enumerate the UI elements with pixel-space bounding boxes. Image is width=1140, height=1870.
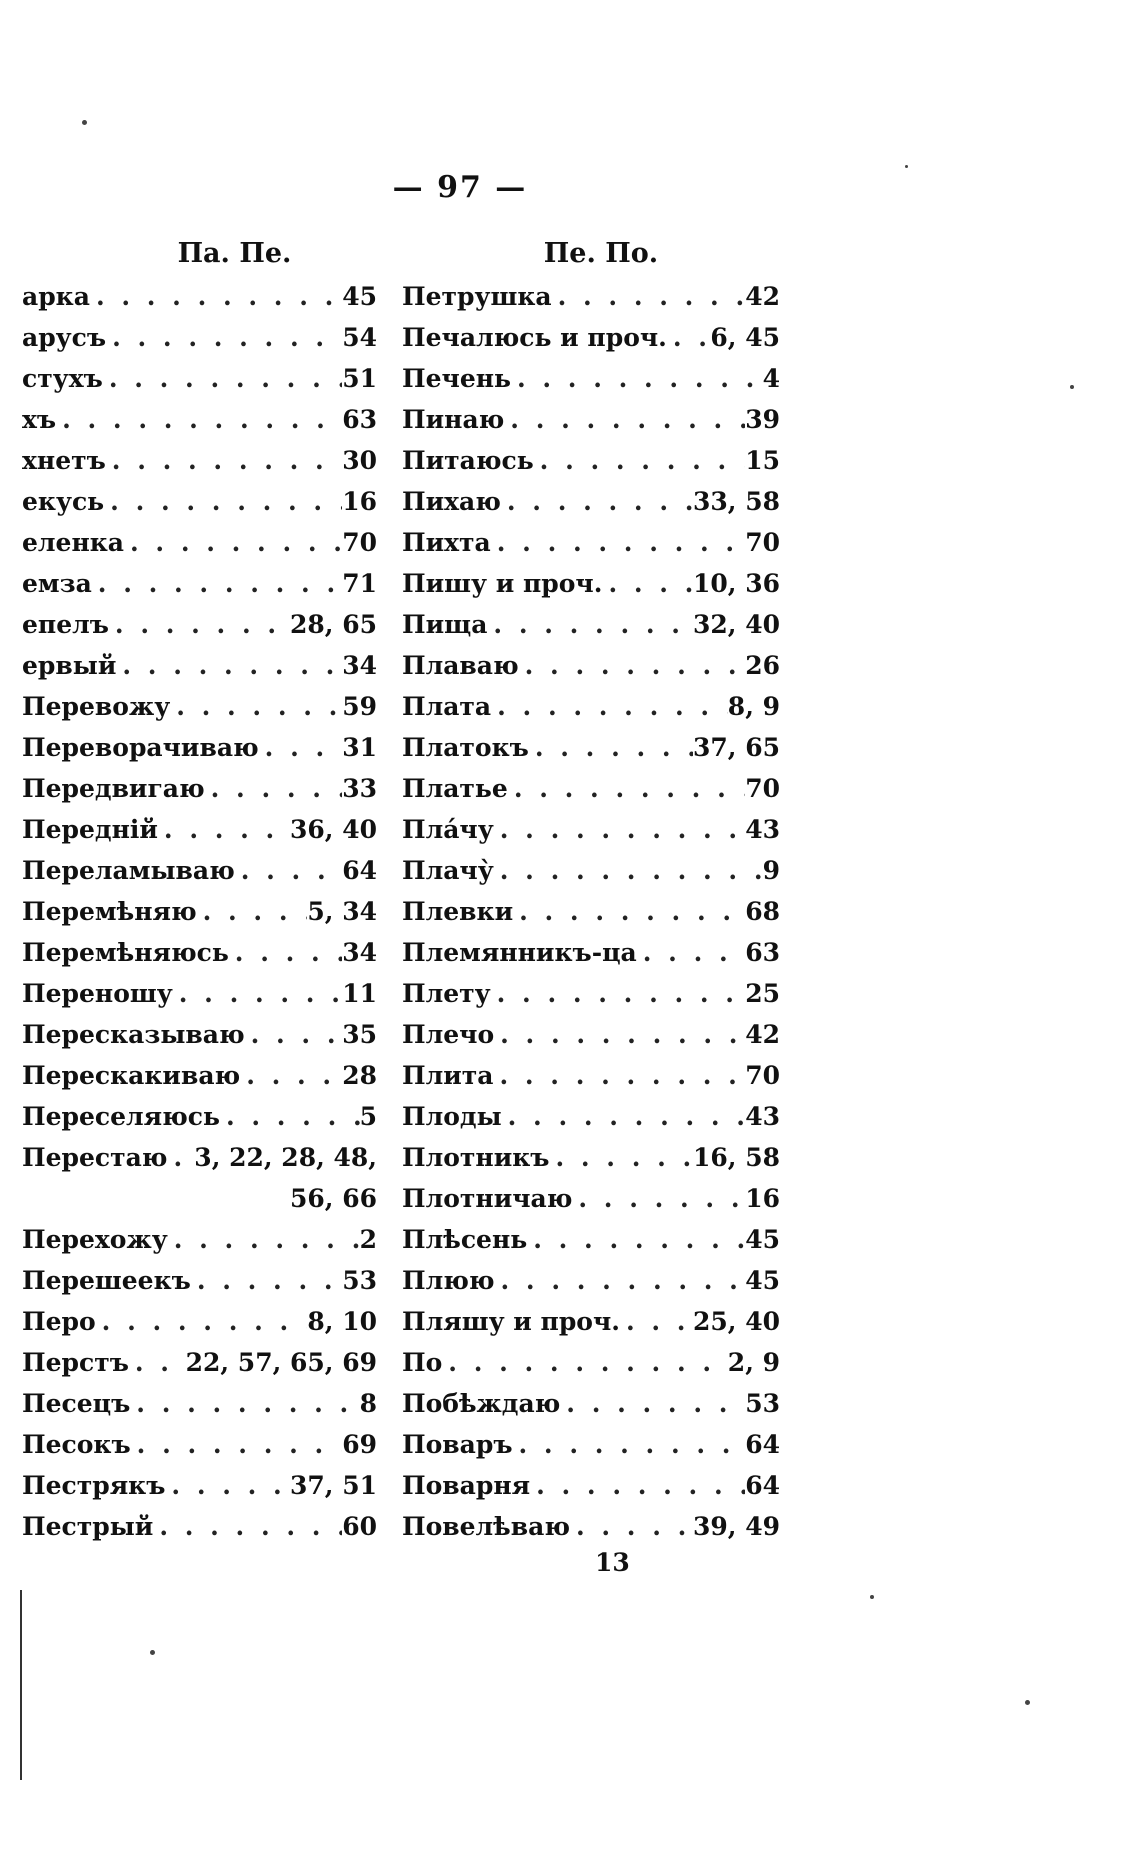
entry-page-numbers: 64: [342, 856, 377, 885]
index-entry: [402, 686, 780, 727]
index-entry: [22, 891, 377, 932]
index-entry: [22, 276, 377, 317]
entry-word: Плюю: [402, 1266, 495, 1295]
leader-dots: [530, 1465, 745, 1506]
leader-dots: [667, 317, 711, 358]
ink-speck: [1025, 1700, 1030, 1705]
index-entry: [402, 481, 780, 522]
entry-word: Переворачиваю: [22, 733, 259, 762]
leader-dots: [153, 1506, 342, 1547]
entry-page-numbers: 2: [359, 1225, 377, 1254]
index-entry: [22, 809, 377, 850]
index-entry: [22, 727, 377, 768]
leader-dots: [552, 276, 746, 317]
left-column-header: Па. Пе.: [177, 238, 292, 269]
entry-word: Платокъ: [402, 733, 529, 762]
index-entry: [22, 1055, 377, 1096]
leader-dots: [534, 440, 746, 481]
leader-dots: [491, 522, 745, 563]
index-entry: [402, 1137, 780, 1178]
right-entries-list: [402, 276, 780, 1547]
index-entry: [402, 1055, 780, 1096]
leader-dots: [259, 727, 343, 768]
leader-dots: [129, 1342, 186, 1383]
entry-page-numbers: 8: [359, 1389, 377, 1418]
leader-dots: [168, 1219, 360, 1260]
entry-page-numbers: 28: [342, 1061, 377, 1090]
entry-word: Пляшу и проч.: [402, 1307, 620, 1336]
leader-dots: [442, 1342, 728, 1383]
index-entry: [22, 563, 377, 604]
ink-speck: [870, 1595, 874, 1599]
entry-word: Передвигаю: [22, 774, 205, 803]
entry-word: Перемѣняюсь: [22, 938, 229, 967]
leader-dots: [173, 973, 342, 1014]
index-entry: [22, 973, 377, 1014]
left-entries-list: [22, 276, 377, 1547]
index-entry: [22, 1465, 377, 1506]
entry-word: Перо: [22, 1307, 96, 1336]
entry-word: Переламываю: [22, 856, 235, 885]
entry-page-numbers: 45: [745, 1225, 780, 1254]
entry-word: Плѣсень: [402, 1225, 528, 1254]
entry-page-numbers: 36, 40: [290, 815, 377, 844]
margin-rule: [20, 1590, 22, 1780]
entry-page-numbers: 39: [745, 405, 780, 434]
leader-dots: [131, 1424, 343, 1465]
entry-word: Плачу̀: [402, 856, 494, 885]
leader-dots: [92, 563, 342, 604]
entry-word: Пла́чу: [402, 815, 494, 844]
entry-word: Переселяюсь: [22, 1102, 220, 1131]
index-entry: [22, 1178, 377, 1219]
entry-page-numbers: 26: [745, 651, 780, 680]
entry-word: хъ: [22, 405, 57, 434]
index-entry: [22, 399, 377, 440]
entry-page-numbers: 37, 51: [290, 1471, 377, 1500]
entry-word: Пишу и проч.: [402, 569, 603, 598]
entry-page-numbers: 8, 9: [727, 692, 780, 721]
leader-dots: [191, 1260, 342, 1301]
leader-dots: [229, 932, 342, 973]
entry-page-numbers: 69: [342, 1430, 377, 1459]
leader-dots: [106, 317, 342, 358]
entry-page-numbers: 63: [745, 938, 780, 967]
entry-word: хнетъ: [22, 446, 106, 475]
index-entry: [402, 1301, 780, 1342]
entry-page-numbers: 6, 45: [710, 323, 780, 352]
entry-page-numbers: 35: [342, 1020, 377, 1049]
leader-dots: [494, 809, 745, 850]
entry-word: Печалюсь и проч.: [402, 323, 667, 352]
index-entry: [22, 1383, 377, 1424]
entry-word: Пища: [402, 610, 488, 639]
entry-word: Петрушка: [402, 282, 552, 311]
entry-page-numbers: 63: [342, 405, 377, 434]
leader-dots: [511, 358, 763, 399]
leader-dots: [513, 1424, 746, 1465]
page-number: — 97 —: [392, 170, 528, 205]
entry-word: Пересказываю: [22, 1020, 245, 1049]
leader-dots: [508, 768, 745, 809]
leader-dots: [165, 1465, 290, 1506]
entry-word: Перемѣняю: [22, 897, 197, 926]
entry-page-numbers: 30: [342, 446, 377, 475]
index-entry: [402, 276, 780, 317]
entry-word: Плата: [402, 692, 492, 721]
leader-dots: [167, 1137, 194, 1178]
entry-page-numbers: 15: [745, 446, 780, 475]
index-entry: [22, 1219, 377, 1260]
index-entry: [402, 1506, 780, 1547]
entry-word: еленка: [22, 528, 124, 557]
leader-dots: [104, 481, 342, 522]
entry-page-numbers: 11: [342, 979, 377, 1008]
entry-page-numbers: 43: [745, 1102, 780, 1131]
entry-page-numbers: 28, 65: [290, 610, 377, 639]
printer-signature-mark: 13: [595, 1548, 630, 1577]
leader-dots: [487, 604, 693, 645]
index-entry: [22, 522, 377, 563]
entry-page-numbers: 34: [342, 651, 377, 680]
entry-page-numbers: 34: [342, 938, 377, 967]
index-entry: [22, 317, 377, 358]
entry-word: емза: [22, 569, 92, 598]
entry-page-numbers: 25: [745, 979, 780, 1008]
leader-dots: [501, 481, 693, 522]
index-entry: [402, 317, 780, 358]
entry-page-numbers: 16, 58: [693, 1143, 780, 1172]
leader-dots: [116, 645, 342, 686]
entry-word: Плотничаю: [402, 1184, 573, 1213]
ink-speck: [905, 165, 908, 168]
leader-dots: [494, 850, 763, 891]
entry-word: По: [402, 1348, 443, 1377]
index-entry: [402, 1178, 780, 1219]
leader-dots: [620, 1301, 693, 1342]
left-index-column: [22, 232, 377, 1547]
entry-page-numbers: 64: [745, 1471, 780, 1500]
entry-word: Платье: [402, 774, 508, 803]
index-entry: [402, 1424, 780, 1465]
leader-dots: [205, 768, 343, 809]
ink-speck: [82, 120, 87, 125]
leader-dots: [90, 276, 342, 317]
entry-word: Пестрый: [22, 1512, 154, 1541]
entry-page-numbers: 39, 49: [693, 1512, 780, 1541]
entry-page-numbers: 22, 57, 65, 69: [185, 1348, 377, 1377]
index-entry: [22, 1506, 377, 1547]
leader-dots: [493, 1055, 745, 1096]
index-entry: [402, 1096, 780, 1137]
leader-dots: [637, 932, 745, 973]
index-entry: [22, 1424, 377, 1465]
index-entry: [22, 604, 377, 645]
index-entry: [402, 604, 780, 645]
entry-word: Песокъ: [22, 1430, 131, 1459]
entry-page-numbers: 53: [745, 1389, 780, 1418]
leader-dots: [197, 891, 308, 932]
entry-word: Пихаю: [402, 487, 501, 516]
entry-page-numbers: 68: [745, 897, 780, 926]
leader-dots: [158, 809, 290, 850]
entry-word: Передній: [22, 815, 158, 844]
ink-speck: [150, 1650, 155, 1655]
index-entry: [22, 850, 377, 891]
index-entry: [402, 1465, 780, 1506]
leader-dots: [109, 604, 290, 645]
right-column-header: Пе. По.: [543, 238, 659, 269]
leader-dots: [491, 686, 728, 727]
entry-word: арка: [22, 282, 90, 311]
entry-word: епелъ: [22, 610, 109, 639]
entry-page-numbers: 3, 22, 28, 48,: [194, 1143, 377, 1172]
leader-dots: [491, 973, 746, 1014]
entry-word: Пихта: [402, 528, 491, 557]
leader-dots: [240, 1055, 342, 1096]
index-entry: [402, 522, 780, 563]
entry-word: Песецъ: [22, 1389, 131, 1418]
entry-page-numbers: 54: [342, 323, 377, 352]
leader-dots: [570, 1506, 693, 1547]
entry-page-numbers: 10, 36: [693, 569, 780, 598]
index-entry: [402, 891, 780, 932]
index-entry: [22, 1014, 377, 1055]
entry-page-numbers: 64: [745, 1430, 780, 1459]
entry-word: екусь: [22, 487, 105, 516]
entry-word: Плету: [402, 979, 491, 1008]
entry-word: Плевки: [402, 897, 514, 926]
entry-word: Перестаю: [22, 1143, 168, 1172]
entry-word: Поварня: [402, 1471, 531, 1500]
entry-page-numbers: 16: [745, 1184, 780, 1213]
entry-word: Побѣждаю: [402, 1389, 561, 1418]
leader-dots: [502, 1096, 746, 1137]
leader-dots: [220, 1096, 360, 1137]
entry-word: Переношу: [22, 979, 173, 1008]
index-entry: [22, 1096, 377, 1137]
entry-word: ервый: [22, 651, 117, 680]
leader-dots: [56, 399, 342, 440]
entry-page-numbers: 5, 34: [307, 897, 377, 926]
entry-page-numbers: 4: [762, 364, 780, 393]
entry-page-numbers: 70: [745, 528, 780, 557]
index-entry: [402, 727, 780, 768]
entry-word: Перевожу: [22, 692, 171, 721]
entry-word: Перстъ: [22, 1348, 129, 1377]
index-entry: [22, 1260, 377, 1301]
index-entry: [22, 481, 377, 522]
index-entry: [402, 932, 780, 973]
leader-dots: [106, 440, 342, 481]
leader-dots: [513, 891, 745, 932]
ink-speck: [1070, 385, 1074, 389]
entry-page-numbers: 31: [342, 733, 377, 762]
entry-word: Перешеекъ: [22, 1266, 191, 1295]
leader-dots: [245, 1014, 343, 1055]
entry-word: Пинаю: [402, 405, 505, 434]
entry-page-numbers: 8, 10: [307, 1307, 377, 1336]
entry-page-numbers: 2, 9: [727, 1348, 780, 1377]
index-entry: [402, 973, 780, 1014]
entry-page-numbers: 51: [342, 364, 377, 393]
entry-word: Плита: [402, 1061, 494, 1090]
entry-word: арусъ: [22, 323, 107, 352]
index-entry: [402, 1014, 780, 1055]
entry-page-numbers: 59: [342, 692, 377, 721]
entry-word: Питаюсь: [402, 446, 534, 475]
entry-page-numbers: 70: [745, 774, 780, 803]
entry-page-numbers: 56, 66: [290, 1184, 377, 1213]
index-entry: [402, 563, 780, 604]
index-entry: [402, 1219, 780, 1260]
index-entry: [402, 399, 780, 440]
leader-dots: [504, 399, 745, 440]
entry-page-numbers: 37, 65: [693, 733, 780, 762]
leader-dots: [235, 850, 342, 891]
leader-dots: [103, 358, 342, 399]
entry-page-numbers: 5: [359, 1102, 377, 1131]
entry-word: Повелѣваю: [402, 1512, 570, 1541]
index-entry: [22, 686, 377, 727]
leader-dots: [529, 727, 693, 768]
index-entry: [402, 1260, 780, 1301]
entry-page-numbers: 16: [342, 487, 377, 516]
entry-page-numbers: 71: [342, 569, 377, 598]
index-entry: [402, 440, 780, 481]
leader-dots: [124, 522, 342, 563]
entry-word: Перескакиваю: [22, 1061, 241, 1090]
leader-dots: [560, 1383, 745, 1424]
leader-dots: [495, 1260, 746, 1301]
leader-dots: [494, 1014, 745, 1055]
entry-page-numbers: 45: [342, 282, 377, 311]
entry-page-numbers: 33, 58: [693, 487, 780, 516]
entry-page-numbers: 42: [745, 1020, 780, 1049]
index-entry: [22, 1301, 377, 1342]
entry-page-numbers: 70: [745, 1061, 780, 1090]
index-entry: [22, 932, 377, 973]
index-entry: [22, 358, 377, 399]
leader-dots: [96, 1301, 308, 1342]
entry-page-numbers: 9: [762, 856, 780, 885]
index-entry: [402, 645, 780, 686]
index-entry: [402, 1383, 780, 1424]
entry-word: Племянникъ-ца: [402, 938, 637, 967]
index-entry: [402, 768, 780, 809]
index-entry: [402, 1342, 780, 1383]
entry-page-numbers: 42: [745, 282, 780, 311]
leader-dots: [519, 645, 746, 686]
entry-word: Плаваю: [402, 651, 519, 680]
entry-page-numbers: 45: [745, 1266, 780, 1295]
entry-word: Перехожу: [22, 1225, 168, 1254]
entry-page-numbers: 70: [342, 528, 377, 557]
entry-page-numbers: 32, 40: [693, 610, 780, 639]
entry-word: Поваръ: [402, 1430, 513, 1459]
entry-word: Печень: [402, 364, 511, 393]
index-entry: [22, 1342, 377, 1383]
entry-page-numbers: 25, 40: [693, 1307, 780, 1336]
leader-dots: [572, 1178, 745, 1219]
right-index-column: [402, 232, 780, 1547]
leader-dots: [130, 1383, 359, 1424]
entry-page-numbers: 60: [342, 1512, 377, 1541]
index-entry: [22, 768, 377, 809]
entry-word: Плотникъ: [402, 1143, 550, 1172]
leader-dots: [549, 1137, 693, 1178]
entry-page-numbers: 43: [745, 815, 780, 844]
entry-page-numbers: 33: [342, 774, 377, 803]
entry-page-numbers: 53: [342, 1266, 377, 1295]
index-entry: [22, 440, 377, 481]
index-entry: [402, 809, 780, 850]
index-entry: [402, 850, 780, 891]
entry-word: Пестрякъ: [22, 1471, 166, 1500]
entry-word: Плоды: [402, 1102, 502, 1131]
leader-dots: [527, 1219, 745, 1260]
entry-word: Плечо: [402, 1020, 495, 1049]
index-entry: [22, 1137, 377, 1178]
entry-word: стухъ: [22, 364, 103, 393]
index-entry: [402, 358, 780, 399]
index-entry: [22, 645, 377, 686]
leader-dots: [170, 686, 342, 727]
leader-dots: [602, 563, 693, 604]
